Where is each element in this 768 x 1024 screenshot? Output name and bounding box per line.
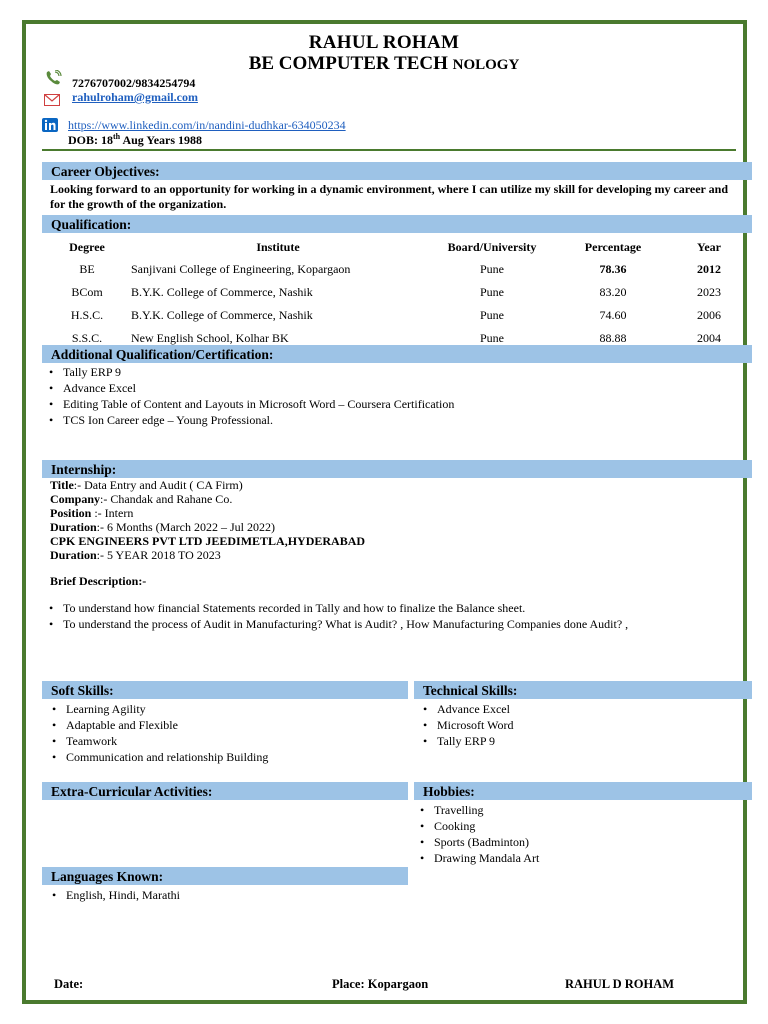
qualification-table [44,236,750,350]
career-objectives-heading: Career Objectives: [42,162,752,180]
candidate-name: RAHUL ROHAM [308,32,460,53]
degree-cell: BE [79,262,95,276]
employer-name: CPK ENGINEERS PVT LTD JEEDIMETLA,HYDERABAD [50,534,366,548]
languages-heading: Languages Known: [42,867,408,885]
linkedin-link[interactable]: https://www.linkedin.com/in/nandini-dudhkar-634050234 [68,118,346,132]
list-item: • Communication and relationship Building [49,749,268,765]
internship-duration: Duration:- 6 Months (March 2022 – Jul 2022) [50,520,275,534]
extra-curricular-heading: Extra-Curricular Activities: [42,782,408,800]
qualification-heading: Qualification: [42,215,752,233]
list-item: • Drawing Mandala Art [417,850,539,866]
soft-skills-heading: Soft Skills: [42,681,408,699]
list-item: • Advance Excel [46,380,454,396]
year-cell: 2012 [697,262,721,276]
column-header-institute: Institute [256,239,300,254]
table-row [44,258,750,281]
header-divider [42,149,736,151]
internship-details [50,478,365,562]
phone-number: 7276707002/9834254794 [72,76,196,90]
year-cell: 2004 [697,331,721,345]
internship-title: Title:- Data Entry and Audit ( CA Firm) [50,478,243,492]
date-of-birth: DOB: 18th Aug Years 1988 [68,132,203,147]
internship-heading: Internship: [42,460,752,478]
board-cell: Pune [480,285,504,299]
list-item: • To understand how financial Statements recorded in Tally and how to finalize the Balance sheet. [46,600,628,616]
phone-icon [44,70,62,84]
table-header-row [44,236,750,258]
list-item: • Travelling [417,802,539,818]
percentage-cell: 74.60 [599,308,627,322]
list-item: • Tally ERP 9 [46,364,454,380]
internship-position: Position :- Intern [50,506,134,520]
languages-list [49,887,180,903]
soft-skills-list [49,701,268,765]
board-cell: Pune [480,308,504,322]
brief-description-heading: Brief Description:- [50,574,147,588]
brief-description-list [46,600,628,632]
technical-skills-list [420,701,513,749]
board-cell: Pune [480,262,504,276]
percentage-cell: 88.88 [599,331,627,345]
column-header-board: Board/University [447,239,537,254]
board-cell: Pune [480,331,504,345]
linkedin-icon [42,118,60,132]
place-label: Place: Kopargaon [332,977,429,991]
candidate-title: BE COMPUTER TECH NOLOGY [248,53,520,74]
list-item: • TCS Ion Career edge – Young Professional. [46,412,454,428]
list-item: • Tally ERP 9 [420,733,513,749]
institute-cell: Sanjivani College of Engineering, Kopargaon [131,262,351,276]
percentage-cell: 83.20 [599,285,627,299]
email-icon [44,93,62,107]
list-item: • Advance Excel [420,701,513,717]
signature-name: RAHUL D ROHAM [565,977,675,991]
certification-list [46,364,454,428]
list-item: • Adaptable and Flexible [49,717,268,733]
email-link[interactable]: rahulroham@gmail.com [72,90,198,104]
list-item: • English, Hindi, Marathi [49,887,180,903]
column-header-degree: Degree [69,239,105,254]
list-item: • Editing Table of Content and Layouts in Microsoft Word – Coursera Certification [46,396,454,412]
list-item: • Cooking [417,818,539,834]
date-label: Date: [54,977,84,991]
table-row [44,304,750,327]
institute-cell: New English School, Kolhar BK [131,331,289,345]
list-item: • Teamwork [49,733,268,749]
institute-cell: B.Y.K. College of Commerce, Nashik [131,285,313,299]
column-header-percentage: Percentage [584,239,642,254]
hobbies-heading: Hobbies: [414,782,752,800]
list-item: • Learning Agility [49,701,268,717]
career-objectives-text: Looking forward to an opportunity for working in a dynamic environment, where I can utilize my skill for developing my career and for the growth of the organization. [50,182,729,211]
list-item: • Sports (Badminton) [417,834,539,850]
list-item: • Microsoft Word [420,717,513,733]
institute-cell: B.Y.K. College of Commerce, Nashik [131,308,313,322]
column-header-year: Year [697,239,721,254]
additional-qualification-heading: Additional Qualification/Certification: [42,345,752,363]
employment-duration: Duration:- 5 YEAR 2018 TO 2023 [50,548,221,562]
year-cell: 2006 [697,308,721,322]
list-item: • To understand the process of Audit in Manufacturing? What is Audit? , How Manufacturing Companies done Audit? , [46,616,628,632]
table-row [44,281,750,304]
degree-cell: H.S.C. [70,308,104,322]
year-cell: 2023 [697,285,721,299]
degree-cell: S.S.C. [71,331,103,345]
percentage-cell: 78.36 [599,262,627,276]
degree-cell: BCom [71,285,103,299]
internship-company: Company:- Chandak and Rahane Co. [50,492,233,506]
technical-skills-heading: Technical Skills: [414,681,752,699]
hobbies-list [417,802,539,866]
